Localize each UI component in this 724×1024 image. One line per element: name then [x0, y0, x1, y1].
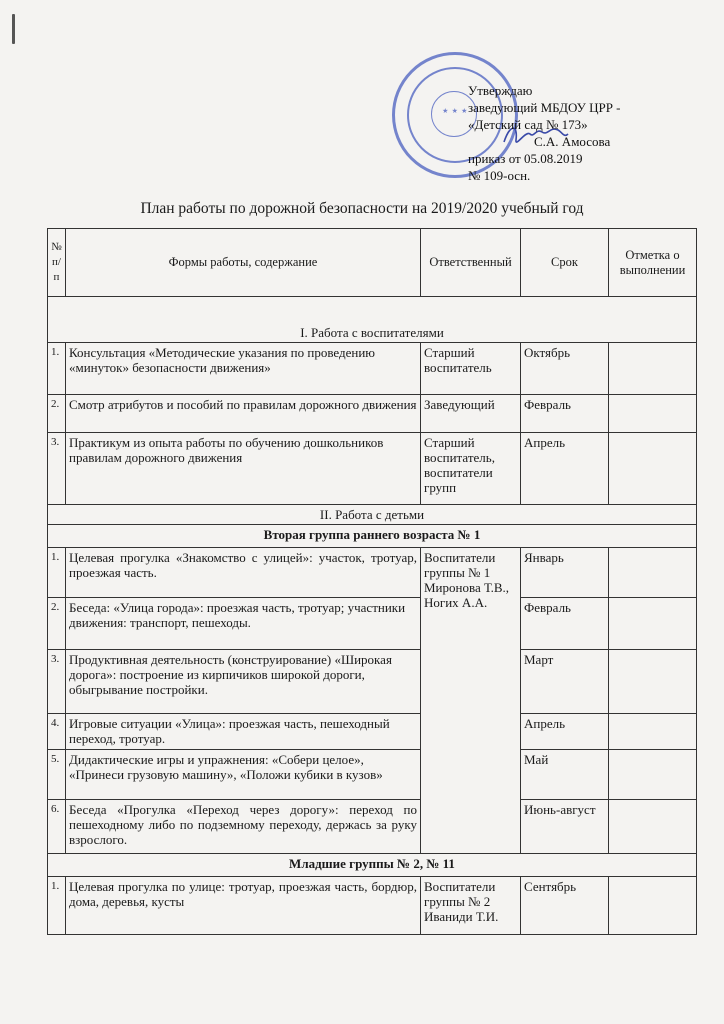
row-num: 1.	[48, 548, 66, 598]
row-content: Продуктивная деятельность (конструирование) «Широкая дорога»: построение из кирпичиков широкой дороги, обыгрывание постройки.	[66, 650, 421, 714]
approval-line-6: № 109-осн.	[468, 168, 531, 183]
table-row	[48, 598, 697, 650]
table-row	[48, 548, 697, 598]
row-num: 3.	[48, 650, 66, 714]
row-num: 2.	[48, 395, 66, 433]
row-num: 3.	[48, 433, 66, 505]
row-mark	[609, 395, 697, 433]
table-row	[48, 433, 697, 505]
group1-responsible: Воспитатели группы № 1 Миронова Т.В., Ногих А.А.	[421, 548, 521, 854]
header-responsible: Ответственный	[421, 229, 521, 297]
row-mark	[609, 343, 697, 395]
section-row	[48, 297, 697, 343]
group-row	[48, 525, 697, 548]
row-mark	[609, 598, 697, 650]
group-title-1: Вторая группа раннего возраста № 1	[48, 525, 697, 548]
row-content: Игровые ситуации «Улица»: проезжая часть, пешеходный переход, тротуар.	[66, 714, 421, 750]
table-row	[48, 714, 697, 750]
row-content: Смотр атрибутов и пособий по правилам дорожного движения	[66, 395, 421, 433]
approval-line-3: «Детский сад № 173»	[468, 117, 588, 132]
header-term: Срок	[521, 229, 609, 297]
section-children: II. Работа с детьми	[48, 505, 697, 525]
approval-line-5: приказ от 05.08.2019	[468, 151, 583, 166]
section-teachers: I. Работа с воспитателями	[48, 297, 697, 343]
row-term: Сентябрь	[521, 877, 609, 935]
group-title-2: Младшие группы № 2, № 11	[48, 854, 697, 877]
row-term: Июнь-август	[521, 800, 609, 854]
row-content: Практикум из опыта работы по обучению дошкольников правилам дорожного движения	[66, 433, 421, 505]
row-num: 2.	[48, 598, 66, 650]
row-num: 1.	[48, 877, 66, 935]
row-term: Февраль	[521, 395, 609, 433]
row-responsible: Старший воспитатель, воспитатели групп	[421, 433, 521, 505]
row-term: Март	[521, 650, 609, 714]
section-row	[48, 505, 697, 525]
row-num: 6.	[48, 800, 66, 854]
header-num: № п/п	[48, 229, 66, 297]
margin-mark	[12, 14, 15, 44]
approval-block	[468, 82, 708, 184]
row-mark	[609, 714, 697, 750]
row-content: Целевая прогулка «Знакомство с улицей»: участок, тротуар, проезжая часть.	[66, 548, 421, 598]
table-row	[48, 650, 697, 714]
row-term: Январь	[521, 548, 609, 598]
header-mark: Отметка о выполнении	[609, 229, 697, 297]
row-term: Апрель	[521, 714, 609, 750]
row-term: Октябрь	[521, 343, 609, 395]
table-row	[48, 750, 697, 800]
row-responsible: Старший воспитатель	[421, 343, 521, 395]
row-mark	[609, 877, 697, 935]
row-mark	[609, 750, 697, 800]
approval-line-4	[468, 133, 708, 150]
page-title: План работы по дорожной безопасности на 2019/2020 учебный год	[140, 200, 584, 217]
row-num: 4.	[48, 714, 66, 750]
table-row	[48, 395, 697, 433]
row-num: 5.	[48, 750, 66, 800]
row-term: Май	[521, 750, 609, 800]
row-content: Беседа «Прогулка «Переход через дорогу»: переход по пешеходному либо по подземному переходу, держась за руку взрослого.	[66, 800, 421, 854]
header-forms: Формы работы, содержание	[66, 229, 421, 297]
table-row	[48, 343, 697, 395]
group-row	[48, 854, 697, 877]
row-content: Беседа: «Улица города»: проезжая часть, тротуар; участники движения: транспорт, пешеходы.	[66, 598, 421, 650]
stamp-seal-icon: ★ ★ ★	[442, 107, 468, 115]
row-responsible: Воспитатели группы № 2 Иваниди Т.И.	[421, 877, 521, 935]
row-mark	[609, 548, 697, 598]
table-row	[48, 800, 697, 854]
row-mark	[609, 650, 697, 714]
row-content: Целевая прогулка по улице: тротуар, проезжая часть, бордюр, дома, деревья, кусты	[66, 877, 421, 935]
plan-table	[47, 228, 697, 935]
row-term: Февраль	[521, 598, 609, 650]
row-mark	[609, 800, 697, 854]
approval-line-1: Утверждаю	[468, 83, 533, 98]
row-content: Дидактические игры и упражнения: «Собери целое», «Принеси грузовую машину», «Положи кубики в кузов»	[66, 750, 421, 800]
approval-line-2: заведующий МБДОУ ЦРР -	[468, 100, 621, 115]
table-row	[48, 877, 697, 935]
row-term: Апрель	[521, 433, 609, 505]
approver-name: С.А. Амосова	[534, 134, 611, 149]
row-content: Консультация «Методические указания по проведению «минуток» безопасности движения»	[66, 343, 421, 395]
row-num: 1.	[48, 343, 66, 395]
row-responsible: Заведующий	[421, 395, 521, 433]
row-mark	[609, 433, 697, 505]
table-header-row	[48, 229, 697, 297]
